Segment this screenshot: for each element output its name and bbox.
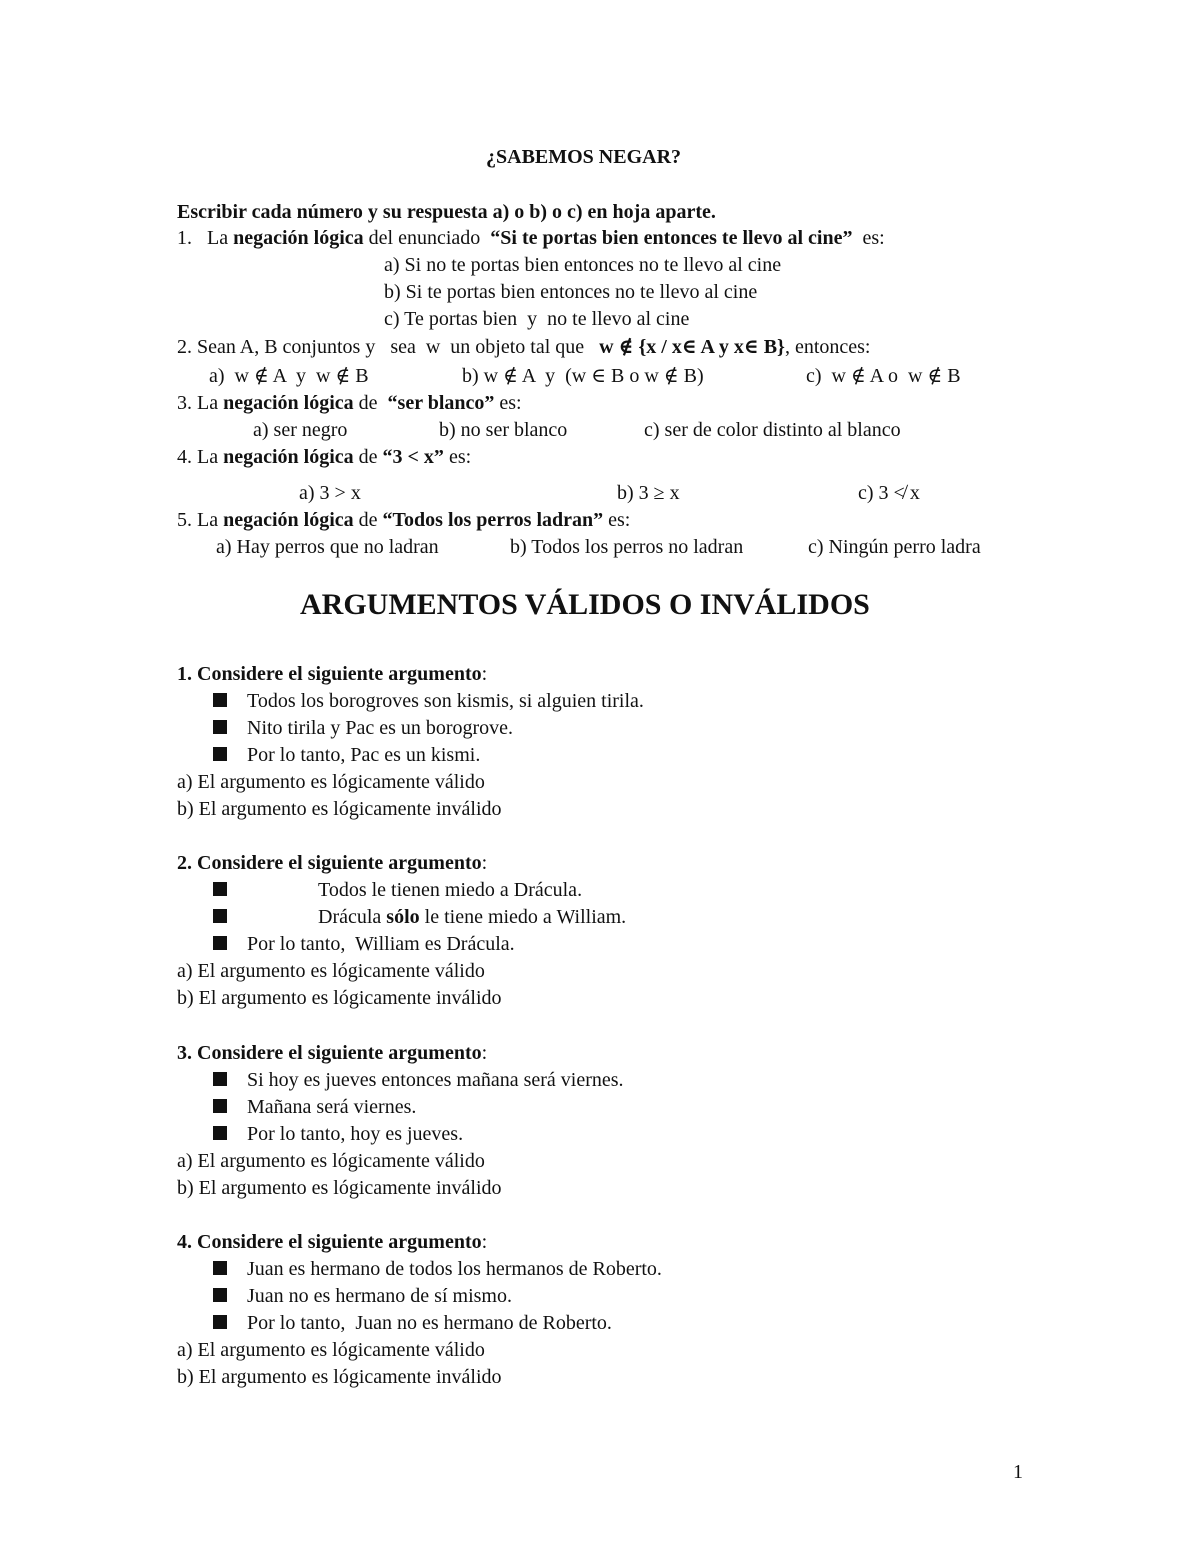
question-3-post: es: [499, 392, 522, 414]
argument-2-premise-2-emphasis: sólo [386, 906, 420, 928]
bullet-square-icon [213, 882, 227, 896]
question-1-option-a: a) Si no te portas bien entonces no te llevo al cine [384, 254, 782, 276]
question-2-option-c: c) w ∉ A o w ∉ B [806, 365, 961, 387]
argument-4-option-b: b) El argumento es lógicamente inválido [177, 1366, 502, 1388]
argument-3-colon: : [481, 1042, 488, 1064]
question-1-bold-term: negación lógica [233, 227, 364, 249]
argument-3-option-b: b) El argumento es lógicamente inválido [177, 1177, 502, 1199]
question-2-set-expression: w ∉ {x / x∈ A y x∈ B} [599, 336, 785, 358]
bullet-square-icon [213, 693, 227, 707]
question-2-pre: 2. Sean A, B conjuntos y sea w un objeto tal que [177, 336, 585, 358]
question-1-option-c: c) Te portas bien y no te llevo al cine [384, 308, 690, 330]
argument-4-premise-2: Juan no es hermano de sí mismo. [247, 1285, 512, 1307]
bullet-square-icon [213, 909, 227, 923]
question-4-bold-term: negación lógica [223, 446, 354, 468]
question-4-mid: de [358, 446, 378, 468]
question-3-statement: “ser blanco” [387, 392, 495, 414]
bullet-square-icon [213, 936, 227, 950]
argument-1-conclusion: Por lo tanto, Pac es un kismi. [247, 744, 481, 766]
bullet-square-icon [213, 1072, 227, 1086]
argument-3-premise-2: Mañana será viernes. [247, 1096, 417, 1118]
argument-1-premise-2: Nito tirila y Pac es un borogrove. [247, 717, 514, 739]
question-1-number: 1. [177, 227, 192, 249]
argument-1-label-text: 1. Considere el siguiente argumento [177, 663, 482, 685]
argument-3-label [177, 1041, 487, 1065]
argument-3-premise-1: Si hoy es jueves entonces mañana será viernes. [247, 1069, 624, 1091]
question-5-mid: de [358, 509, 378, 531]
question-5-pre: 5. La [177, 509, 219, 531]
question-2-option-a: a) w ∉ A y w ∉ B [209, 365, 369, 387]
question-1-pre: La [207, 227, 229, 249]
question-3-bold-term: negación lógica [223, 392, 354, 414]
question-5-option-c: c) Ningún perro ladra [808, 536, 981, 558]
question-1 [177, 226, 885, 250]
question-3 [177, 391, 522, 415]
argument-3-conclusion: Por lo tanto, hoy es jueves. [247, 1123, 464, 1145]
question-4-post: es: [448, 446, 472, 468]
argument-4-label-text: 4. Considere el siguiente argumento [177, 1231, 482, 1253]
page-title: ¿SABEMOS NEGAR? [486, 146, 682, 168]
argument-3-label-text: 3. Considere el siguiente argumento [177, 1042, 482, 1064]
question-1-post: es: [862, 227, 885, 249]
question-5-option-b: b) Todos los perros no ladran [510, 536, 744, 558]
argument-3-option-a: a) El argumento es lógicamente válido [177, 1150, 485, 1172]
question-5-post: es: [608, 509, 631, 531]
bullet-square-icon [213, 1315, 227, 1329]
question-1-mid: del enunciado [368, 227, 481, 249]
argument-2-option-b: b) El argumento es lógicamente inválido [177, 987, 502, 1009]
bullet-square-icon [213, 747, 227, 761]
argument-1-colon: : [481, 663, 488, 685]
question-4-option-c: c) 3 ≮ x [858, 482, 920, 504]
question-4 [177, 445, 471, 469]
page-number: 1 [1013, 1461, 1023, 1483]
question-2-option-b: b) w ∉ A y (w ∈ B o w ∉ B) [462, 365, 704, 387]
question-3-pre: 3. La [177, 392, 219, 414]
question-4-option-a: a) 3 > x [299, 482, 361, 504]
argument-2-label [177, 851, 487, 875]
argument-2-conclusion: Por lo tanto, William es Drácula. [247, 933, 515, 955]
instructions: Escribir cada número y su respuesta a) o b) o c) en hoja aparte. [177, 201, 716, 223]
argument-4-premise-1: Juan es hermano de todos los hermanos de Roberto. [247, 1258, 662, 1280]
argument-4-option-a: a) El argumento es lógicamente válido [177, 1339, 485, 1361]
argument-2-premise-2 [318, 905, 626, 929]
argument-4-label [177, 1230, 487, 1254]
argument-2-premise-1: Todos le tienen miedo a Drácula. [318, 879, 583, 901]
argument-2-colon: : [481, 852, 488, 874]
question-5-option-a: a) Hay perros que no ladran [216, 536, 439, 558]
question-4-statement: “3 < x” [382, 446, 444, 468]
argument-1-option-a: a) El argumento es lógicamente válido [177, 771, 485, 793]
argument-1-label [177, 662, 487, 686]
bullet-square-icon [213, 720, 227, 734]
argument-2-premise-2-part-2: le tiene miedo a William. [424, 906, 627, 928]
bullet-square-icon [213, 1126, 227, 1140]
bullet-square-icon [213, 1288, 227, 1302]
question-4-pre: 4. La [177, 446, 219, 468]
argument-1-premise-1: Todos los borogroves son kismis, si alguien tirila. [247, 690, 644, 712]
section-heading: ARGUMENTOS VÁLIDOS O INVÁLIDOS [300, 588, 870, 621]
bullet-square-icon [213, 1099, 227, 1113]
question-4-option-b: b) 3 ≥ x [617, 482, 680, 504]
question-3-option-a: a) ser negro [253, 419, 348, 441]
question-3-mid: de [358, 392, 378, 414]
question-1-statement: “Si te portas bien entonces te llevo al cine” [490, 227, 853, 249]
question-5-statement: “Todos los perros ladran” [382, 509, 604, 531]
argument-4-colon: : [481, 1231, 488, 1253]
argument-1-option-b: b) El argumento es lógicamente inválido [177, 798, 502, 820]
question-3-option-c: c) ser de color distinto al blanco [644, 419, 901, 441]
question-1-option-b: b) Si te portas bien entonces no te llevo al cine [384, 281, 758, 303]
argument-2-label-text: 2. Considere el siguiente argumento [177, 852, 482, 874]
argument-4-conclusion: Por lo tanto, Juan no es hermano de Roberto. [247, 1312, 612, 1334]
question-5-bold-term: negación lógica [223, 509, 354, 531]
question-2 [177, 335, 870, 359]
bullet-square-icon [213, 1261, 227, 1275]
question-2-post: , entonces: [784, 336, 871, 358]
question-5 [177, 508, 630, 532]
argument-2-premise-2-part-1: Drácula [318, 906, 382, 928]
question-3-option-b: b) no ser blanco [439, 419, 568, 441]
argument-2-option-a: a) El argumento es lógicamente válido [177, 960, 485, 982]
